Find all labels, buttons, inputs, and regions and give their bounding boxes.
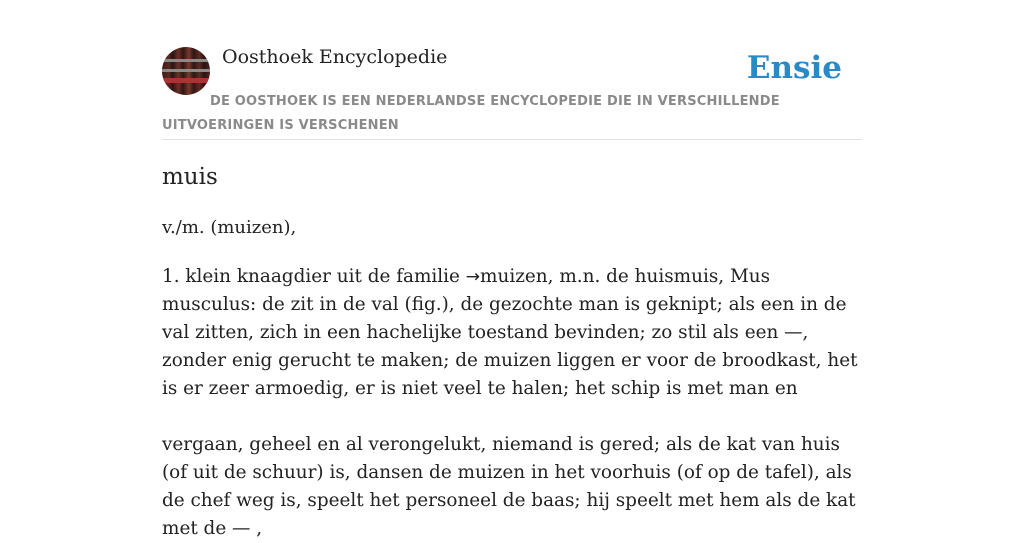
site-logo-avatar[interactable] — [162, 47, 210, 95]
page — [162, 0, 862, 539]
entry-title: muis — [162, 164, 218, 190]
site-tagline: DE OOSTHOEK IS EEN NEDERLANDSE ENCYCLOPEDIE DIE IN VERSCHILLENDE UITVOERINGEN IS VERSCHENEN — [162, 94, 780, 133]
arrow-right-icon: → — [465, 267, 481, 287]
brand-logo[interactable]: Ensie — [746, 50, 842, 86]
site-title[interactable]: Oosthoek Encyclopedie — [222, 46, 448, 68]
site-header — [162, 0, 862, 140]
entry-paragraph-1 — [162, 263, 862, 403]
cross-reference-link[interactable]: muizen — [480, 266, 548, 287]
entry-paragraph-2: vergaan, geheel en al verongelukt, niemand is gered; als de kat van huis (of uit de schuur) is, dansen de muizen in het voorhuis (of op de tafel), als de chef weg is, speelt het personeel de baas; hij speelt met hem als de kat met de — , — [162, 434, 856, 539]
entry-grammar: v./m. (muizen), — [162, 217, 297, 238]
entry-text-prefix: 1. klein knaagdier uit de familie — [162, 266, 466, 287]
entry-text-suffix: , m.n. de huismuis, Mus musculus: de zit in de val (fig.), de gezochte man is geknipt; als een in de val zitten, zich in een hachelijke toestand bevinden; zo stil als een —, zonder enig gerucht te maken; de muizen liggen er voor de broodkast, het is er zeer armoedig, er is niet veel te halen; het schip is met man en — [162, 266, 858, 399]
